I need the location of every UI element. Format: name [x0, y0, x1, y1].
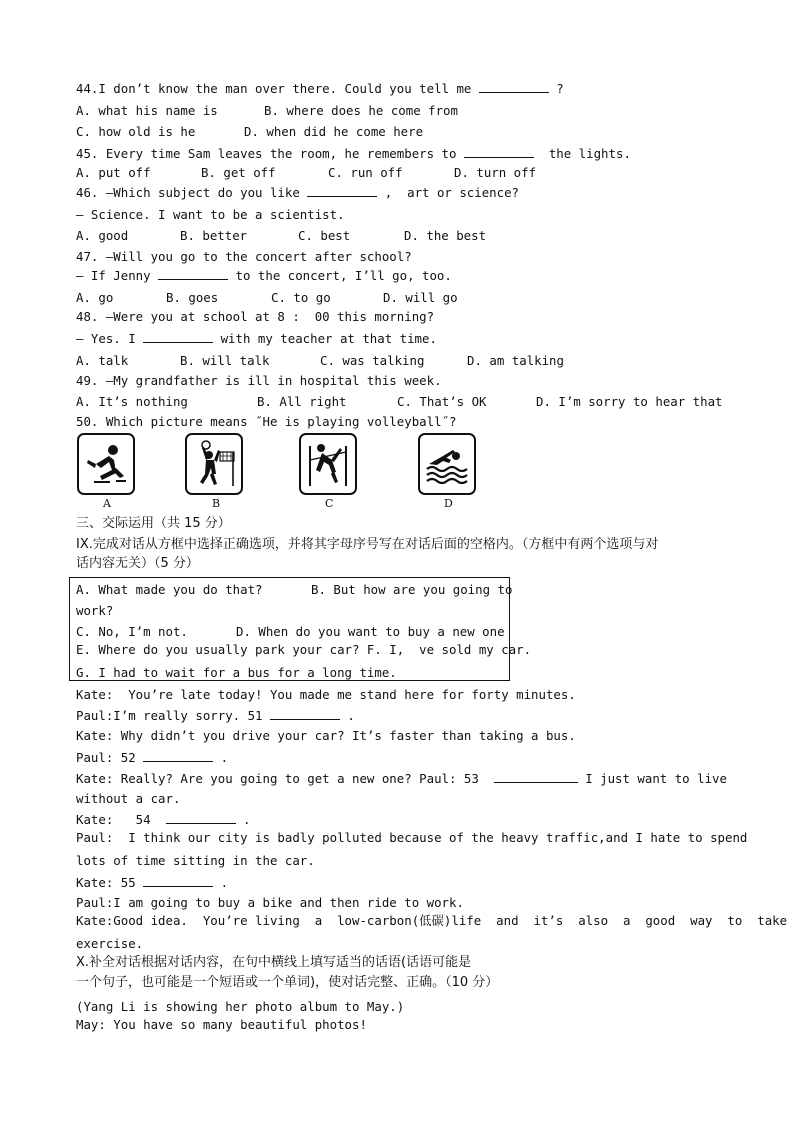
- q46-answer-blank[interactable]: [307, 184, 377, 197]
- q47-answer-blank[interactable]: [158, 267, 228, 280]
- answer-blank-55[interactable]: [143, 874, 213, 887]
- q47-option-c[interactable]: C. to go: [271, 290, 331, 305]
- dialogue-line-6: without a car.: [76, 791, 181, 806]
- q44-answer-blank[interactable]: [479, 80, 549, 93]
- volleyball-pictogram-icon: [190, 438, 238, 490]
- q44-option-a[interactable]: A. what his name is: [76, 103, 218, 118]
- q48-answer-blank[interactable]: [143, 330, 213, 343]
- q46-reply: — Science. I want to be a scientist.: [76, 207, 345, 222]
- dialogue-line-9: lots of time sitting in the car.: [76, 853, 315, 868]
- dialogue-line-8: Paul: I think our city is badly polluted because of the heavy traffic,and I hate to spend: [76, 830, 748, 845]
- dialogue-line-12: Kate:Good idea. You’re living a low-carbon(低碳)life and it’s also a good way to take: [76, 913, 788, 928]
- box-option-a: A. What made you do that?: [76, 582, 263, 597]
- q48-option-d[interactable]: D. am talking: [467, 353, 564, 368]
- q49-option-a[interactable]: A. It’s nothing: [76, 394, 188, 409]
- q49-option-d[interactable]: D. I’m sorry to hear that: [536, 394, 723, 409]
- q44-option-b[interactable]: B. where does he come from: [264, 103, 458, 118]
- q45-answer-blank[interactable]: [464, 145, 534, 158]
- section-ix-instruction-line1: IX.完成对话从方框中选择正确选项，并将其字母序号写在对话后面的空格内。（方框中有两个选项与对: [76, 537, 659, 552]
- q49-stem: 49. —My grandfather is ill in hospital this week.: [76, 373, 442, 388]
- q49-option-c[interactable]: C. That’s OK: [397, 394, 487, 409]
- picture-d[interactable]: [418, 433, 476, 495]
- answer-blank-52[interactable]: [143, 749, 213, 762]
- q46-option-a[interactable]: A. good: [76, 228, 129, 243]
- dialogue-line-5: Kate: Really? Are you going to get a new one? Paul: 53 I just want to live: [76, 771, 727, 786]
- q44-stem: 44.I don’t know the man over there. Could you tell me ?: [76, 81, 564, 96]
- picture-b[interactable]: [185, 433, 243, 495]
- q45-option-d[interactable]: D. turn off: [454, 165, 537, 180]
- q48-reply: — Yes. I with my teacher at that time.: [76, 331, 437, 346]
- dialogue-line-1: Kate: You’re late today! You made me stand here for forty minutes.: [76, 687, 576, 702]
- section-x-may-line: May: You have so many beautiful photos!: [76, 1017, 367, 1032]
- section-x-instruction-line2: 一个句子，也可能是一个短语或一个单词)，使对话完整、正确。（10 分）: [76, 975, 499, 990]
- picture-a-label: A: [103, 497, 111, 510]
- box-option-b-continued: work?: [76, 603, 114, 618]
- section-ix-instruction-line2: 话内容无关）（5 分）: [76, 556, 199, 571]
- answer-blank-53[interactable]: [494, 770, 578, 783]
- q47-option-b[interactable]: B. goes: [166, 290, 219, 305]
- high-jump-pictogram-icon: [304, 438, 352, 490]
- q47-stem: 47. —Will you go to the concert after school?: [76, 249, 412, 264]
- picture-a[interactable]: [77, 433, 135, 495]
- q50-stem: 50. Which picture means ˝He is playing volleyball˝?: [76, 414, 457, 429]
- q45-option-c[interactable]: C. run off: [328, 165, 403, 180]
- dialogue-line-11: Paul:I am going to buy a bike and then ride to work.: [76, 895, 464, 910]
- dialogue-line-10: Kate: 55 .: [76, 875, 229, 890]
- box-option-b: B. But how are you going to: [311, 582, 513, 597]
- box-option-e-f: E. Where do you usually park your car? F. I, ve sold my car.: [76, 642, 532, 657]
- q45-stem: 45. Every time Sam leaves the room, he remembers to the lights.: [76, 146, 631, 161]
- q47-option-a[interactable]: A. go: [76, 290, 114, 305]
- box-option-g: G. I had to wait for a bus for a long time.: [76, 665, 397, 680]
- dialogue-line-3: Kate: Why didn’t you drive your car? It’s faster than taking a bus.: [76, 728, 576, 743]
- q44-option-d[interactable]: D. when did he come here: [244, 124, 424, 139]
- picture-b-label: B: [212, 497, 221, 510]
- q44-option-c[interactable]: C. how old is he: [76, 124, 196, 139]
- q49-option-b[interactable]: B. All right: [257, 394, 347, 409]
- answer-blank-51[interactable]: [270, 707, 340, 720]
- swimming-pictogram-icon: [423, 438, 471, 490]
- dialogue-line-13: exercise.: [76, 936, 144, 951]
- q46-option-c[interactable]: C. best: [298, 228, 351, 243]
- picture-d-label: D: [444, 497, 453, 510]
- dialogue-line-4: Paul: 52 .: [76, 750, 229, 765]
- q48-stem: 48. —Were you at school at 8 : 00 this morning?: [76, 309, 435, 324]
- q48-option-a[interactable]: A. talk: [76, 353, 129, 368]
- picture-c-label: C: [325, 497, 334, 510]
- q45-option-b[interactable]: B. get off: [201, 165, 276, 180]
- section3-heading: 三、交际运用（共 15 分）: [76, 516, 231, 531]
- q45-option-a[interactable]: A. put off: [76, 165, 151, 180]
- q47-option-d[interactable]: D. will go: [383, 290, 458, 305]
- answer-blank-54[interactable]: [166, 811, 236, 824]
- skating-pictogram-icon: [82, 438, 130, 490]
- box-option-c: C. No, I’m not.: [76, 624, 188, 639]
- section-x-instruction-line1: X.补全对话根据对话内容，在句中横线上填写适当的话语(话语可能是: [76, 955, 472, 970]
- q46-option-b[interactable]: B. better: [180, 228, 248, 243]
- q48-option-c[interactable]: C. was talking: [320, 353, 425, 368]
- q48-option-b[interactable]: B. will talk: [180, 353, 270, 368]
- dialogue-line-7: Kate: 54 .: [76, 812, 251, 827]
- box-option-d: D. When do you want to buy a new one: [236, 624, 505, 639]
- q47-reply: — If Jenny to the concert, I’ll go, too.: [76, 268, 452, 283]
- section-x-context: (Yang Li is showing her photo album to May.): [76, 999, 405, 1014]
- picture-c[interactable]: [299, 433, 357, 495]
- q46-option-d[interactable]: D. the best: [404, 228, 487, 243]
- dialogue-line-2: Paul:I’m really sorry. 51 .: [76, 708, 355, 723]
- q46-stem: 46. —Which subject do you like , art or science?: [76, 185, 520, 200]
